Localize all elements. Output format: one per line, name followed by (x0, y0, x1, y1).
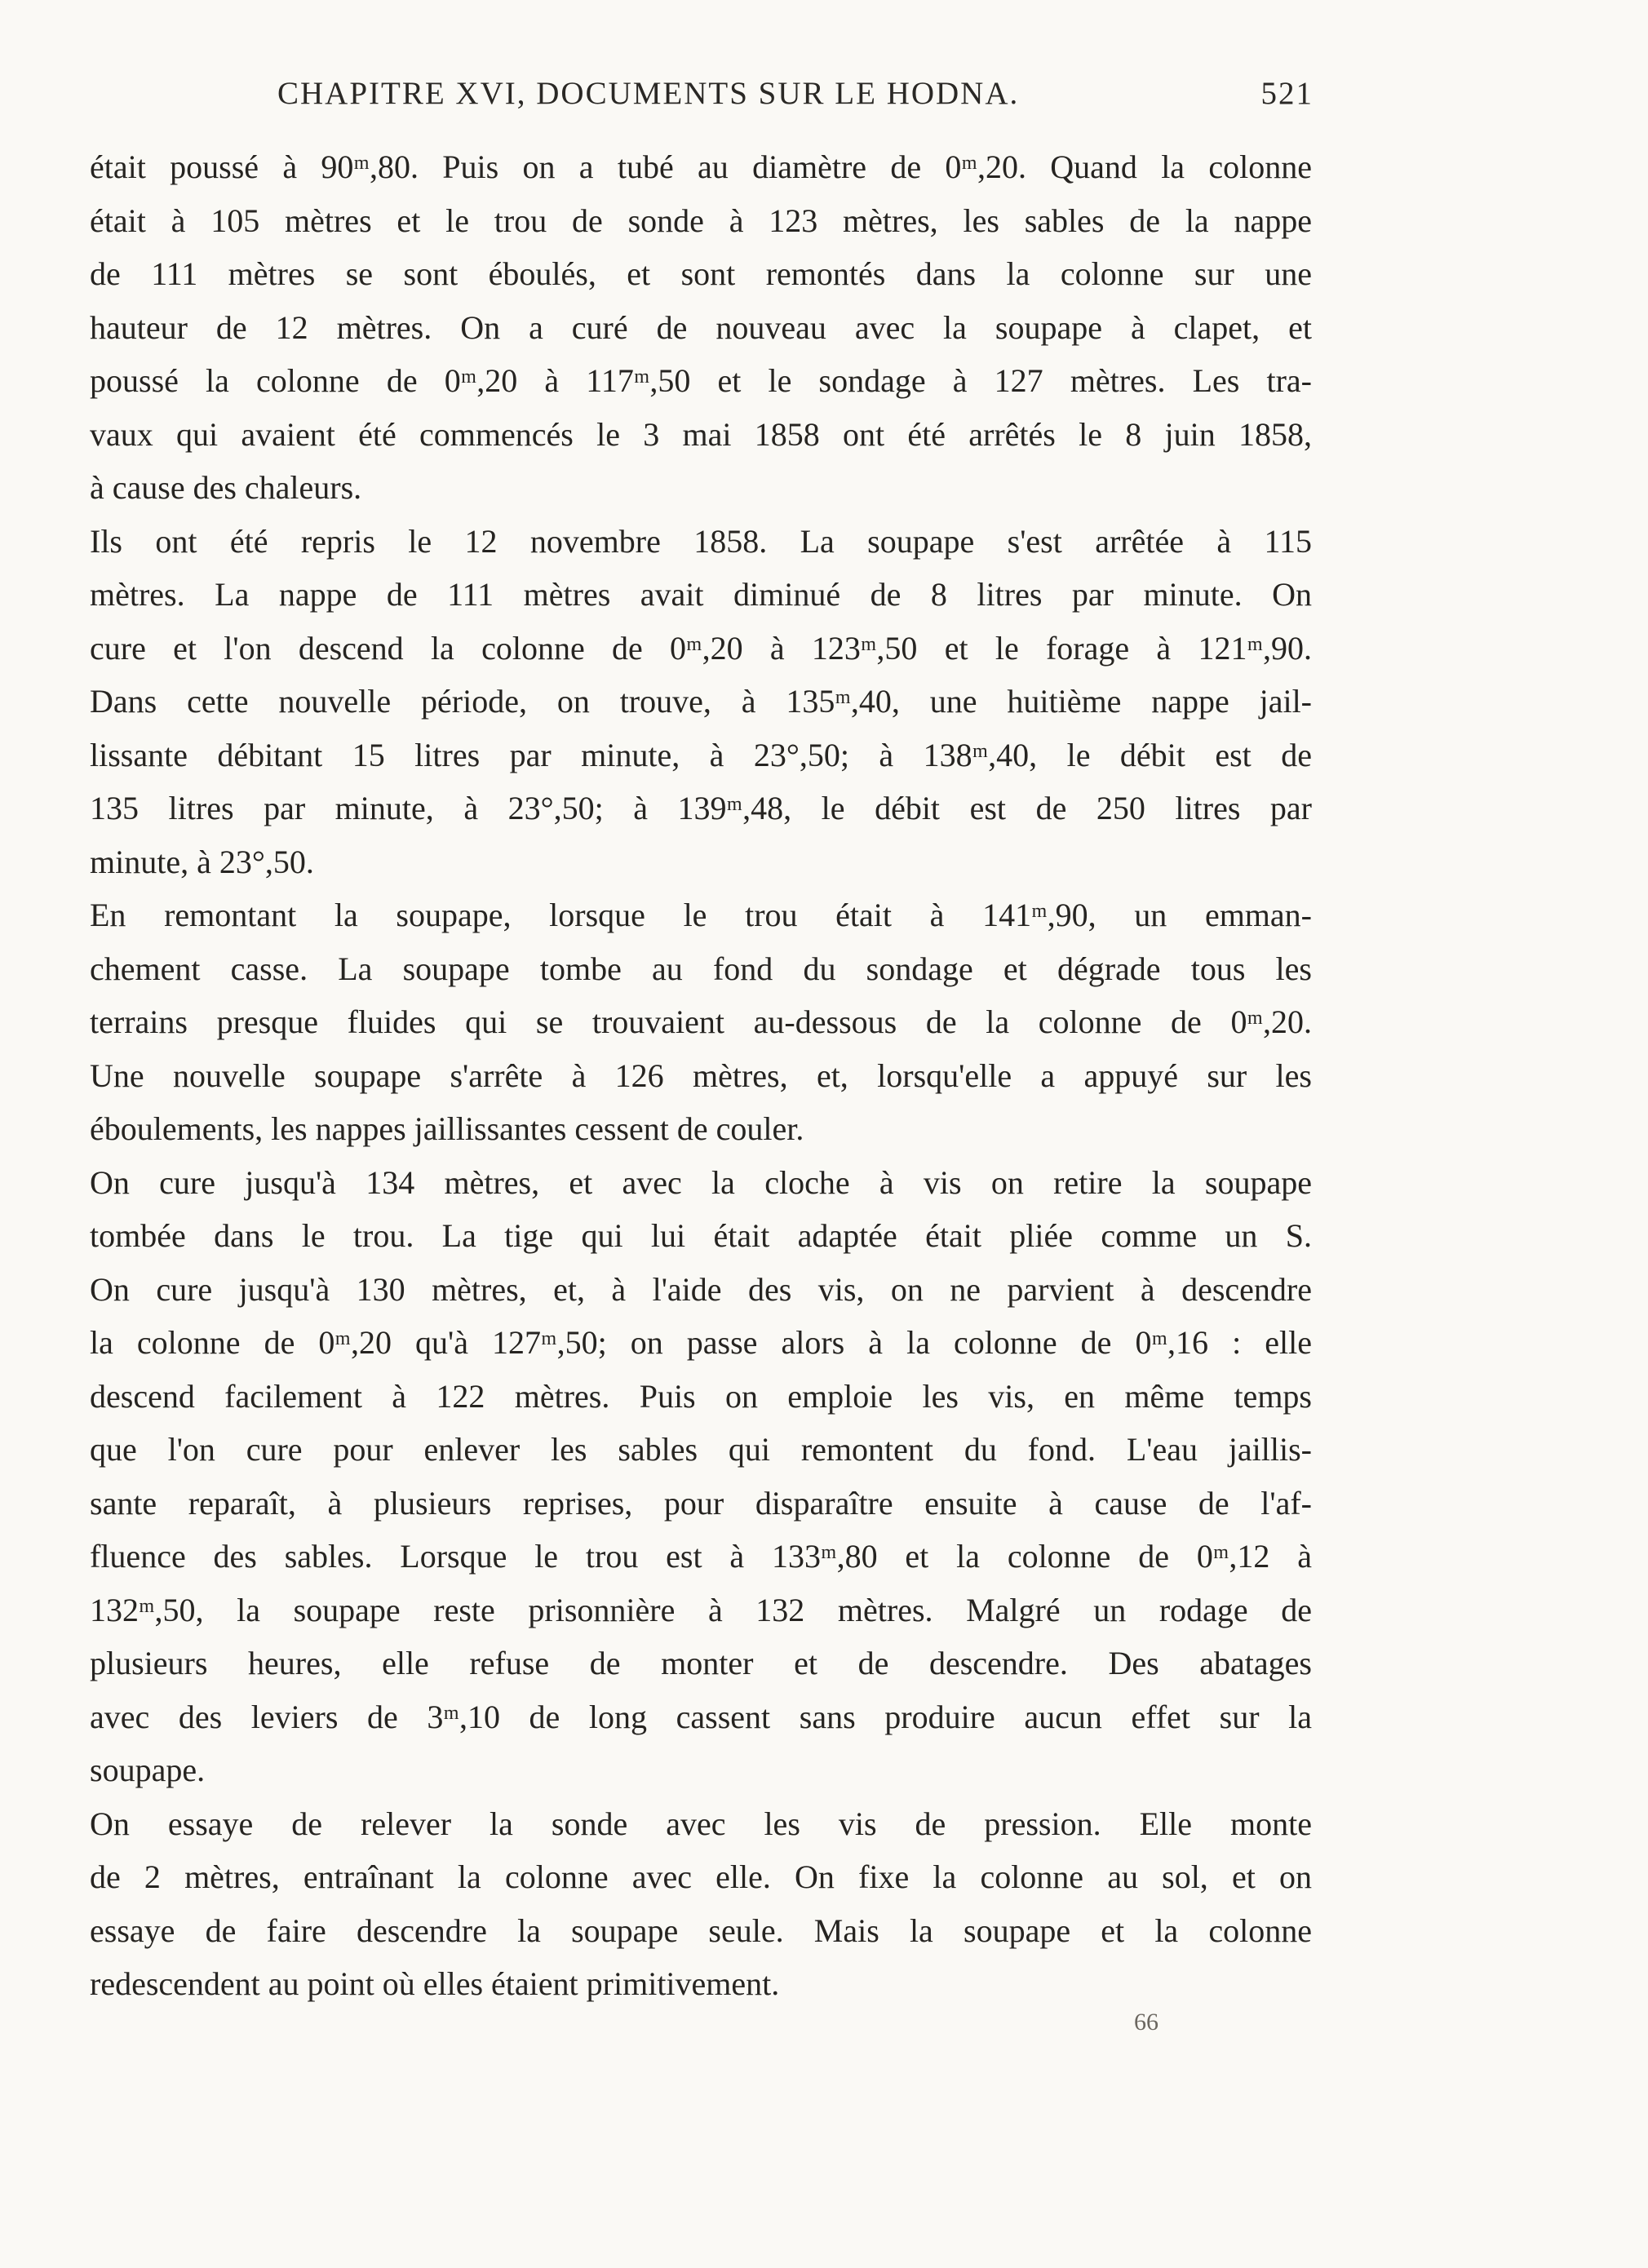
text-line: éboulements, les nappes jaillissantes cessent de couler. (90, 1110, 804, 1147)
text-line: Ils ont été repris le 12 novembre 1858. La soupape s'est arrêtée à 115 (90, 522, 1312, 560)
text-line: était à 105 mètres et le trou de sonde à 123 mètres, les sables de la nappe (90, 202, 1312, 239)
text-line: à cause des chaleurs. (90, 469, 362, 506)
paragraph (90, 1156, 1312, 1797)
text-line: Une nouvelle soupape s'arrête à 126 mètres, et, lorsqu'elle a appuyé sur les (90, 1056, 1312, 1094)
text-line: 132ᵐ,50, la soupape reste prisonnière à 132 mètres. Malgré un rodage de (90, 1591, 1312, 1628)
body-text (90, 140, 1312, 2011)
text-line: poussé la colonne de 0ᵐ,20 à 117ᵐ,50 et le sondage à 127 mètres. Les tra- (90, 362, 1312, 399)
text-line: On cure jusqu'à 134 mètres, et avec la cloche à vis on retire la soupape (90, 1163, 1312, 1201)
text-line: minute, à 23°,50. (90, 843, 314, 880)
text-line: sante reparaît, à plusieurs reprises, pour disparaître ensuite à cause de l'af- (90, 1484, 1312, 1522)
text-line: lissante débitant 15 litres par minute, à 23°,50; à 138ᵐ,40, le débit est de (90, 736, 1312, 773)
text-line: de 111 mètres se sont éboulés, et sont remontés dans la colonne sur une (90, 255, 1312, 292)
text-line: On essaye de relever la sonde avec les vis de pression. Elle monte (90, 1805, 1312, 1842)
chapter-title: CHAPITRE XVI, DOCUMENTS SUR LE HODNA. (277, 76, 1020, 111)
page-number: 521 (1260, 76, 1314, 111)
text-line: tombée dans le trou. La tige qui lui était adaptée était pliée comme un S. (90, 1217, 1312, 1254)
text-line: descend facilement à 122 mètres. Puis on emploie les vis, en même temps (90, 1377, 1312, 1415)
text-line: redescendent au point où elles étaient primitivement. (90, 1965, 780, 2002)
text-line: soupape. (90, 1752, 206, 1788)
text-line: la colonne de 0ᵐ,20 qu'à 127ᵐ,50; on passe alors à la colonne de 0ᵐ,16 : elle (90, 1324, 1312, 1361)
text-line: terrains presque fluides qui se trouvaient au-dessous de la colonne de 0ᵐ,20. (90, 1003, 1312, 1040)
text-line: chement casse. La soupape tombe au fond du sondage et dégrade tous les (90, 950, 1312, 987)
text-line: de 2 mètres, entraînant la colonne avec elle. On fixe la colonne au sol, et on (90, 1858, 1312, 1895)
text-line: essaye de faire descendre la soupape seule. Mais la soupape et la colonne (90, 1911, 1312, 1949)
paragraph (90, 140, 1312, 515)
paragraph (90, 1797, 1312, 2011)
text-line: Dans cette nouvelle période, on trouve, à 135ᵐ,40, une huitième nappe jail- (90, 683, 1312, 720)
text-line: que l'on cure pour enlever les sables qui remontent du fond. L'eau jaillis- (90, 1431, 1312, 1468)
text-line: On cure jusqu'à 130 mètres, et, à l'aide des vis, on ne parvient à descendre (90, 1270, 1312, 1308)
text-line: vaux qui avaient été commencés le 3 mai 1858 ont été arrêtés le 8 juin 1858, (90, 415, 1312, 453)
text-line: avec des leviers de 3ᵐ,10 de long cassent sans produire aucun effet sur la (90, 1698, 1312, 1735)
running-header (277, 75, 1314, 124)
text-line: hauteur de 12 mètres. On a curé de nouveau avec la soupape à clapet, et (90, 308, 1312, 346)
paragraph (90, 515, 1312, 889)
text-line: 135 litres par minute, à 23°,50; à 139ᵐ,48, le débit est de 250 litres par (90, 790, 1312, 826)
text-line: mètres. La nappe de 111 mètres avait diminué de 8 litres par minute. On (90, 576, 1312, 613)
paragraph (90, 888, 1312, 1156)
text-line: plusieurs heures, elle refuse de monter et de descendre. Des abatages (90, 1645, 1312, 1681)
text-line: cure et l'on descend la colonne de 0ᵐ,20 à 123ᵐ,50 et le forage à 121ᵐ,90. (90, 629, 1312, 667)
signature-mark: 66 (1134, 2009, 1158, 2035)
text-line: était poussé à 90ᵐ,80. Puis on a tubé au diamètre de 0ᵐ,20. Quand la colonne (90, 148, 1312, 185)
text-line: fluence des sables. Lorsque le trou est à 133ᵐ,80 et la colonne de 0ᵐ,12 à (90, 1538, 1312, 1575)
text-line: En remontant la soupape, lorsque le trou était à 141ᵐ,90, un emman- (90, 897, 1312, 933)
